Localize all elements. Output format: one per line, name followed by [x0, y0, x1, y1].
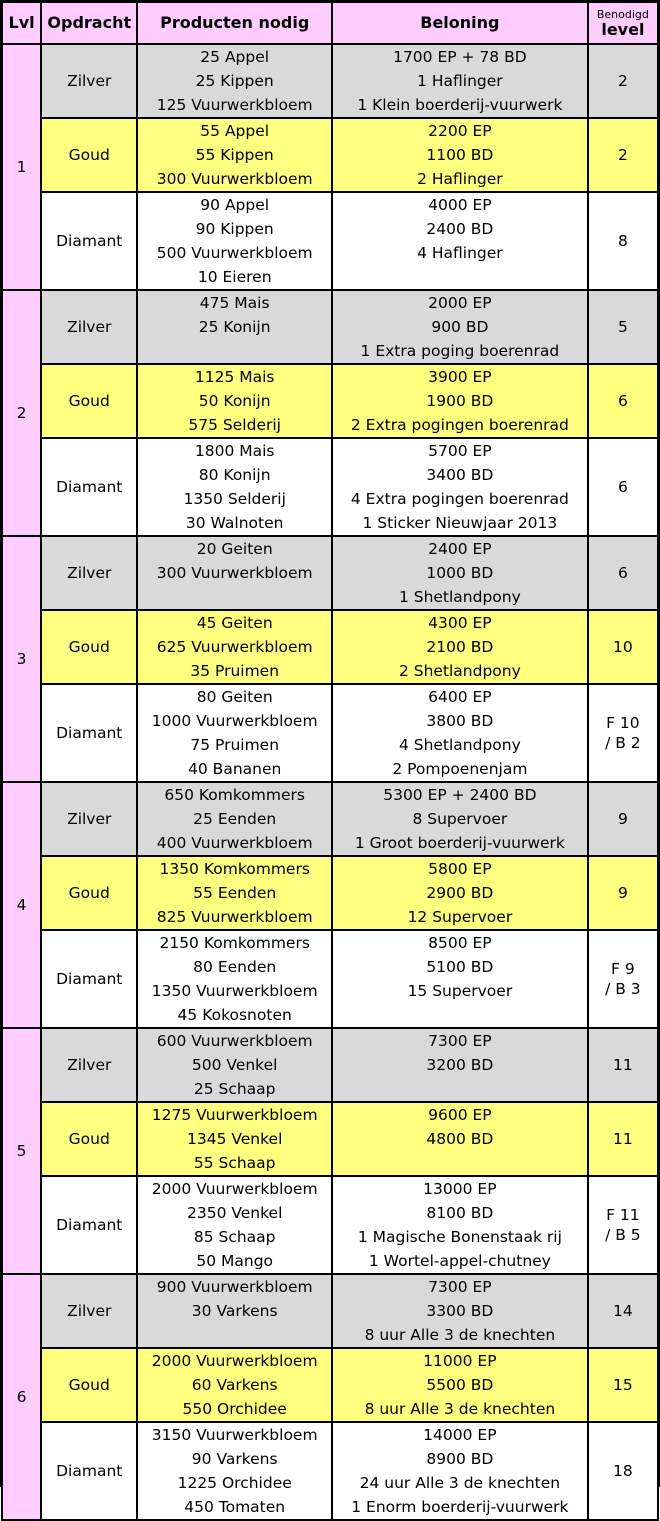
product-line: 90 Appel [200, 196, 270, 214]
reward-line: 8 Supervoer [412, 810, 508, 828]
rewards-cell [333, 1275, 587, 1347]
reward-line: 2 Haflinger [417, 170, 503, 188]
product-line: 80 Geiten [196, 688, 273, 706]
table-row [3, 1349, 657, 1421]
reward-line [333, 1003, 587, 1027]
required-level-cell [589, 1177, 657, 1273]
products-cell [138, 1275, 331, 1347]
product-line: 400 Vuurwerkbloem [156, 834, 313, 852]
opdracht-cell: Zilver [42, 537, 136, 609]
reward-line: 13000 EP [423, 1180, 497, 1198]
products-cell [138, 783, 331, 855]
product-line: 85 Schaap [193, 1228, 276, 1246]
rewards-cell [333, 439, 587, 535]
required-level-line: 11 [613, 1130, 633, 1148]
product-line: 3150 Vuurwerkbloem [151, 1426, 318, 1444]
reward-line: 5700 EP [428, 442, 492, 460]
reward-line: 4 Extra pogingen boerenrad [350, 490, 569, 508]
product-line: 25 Eenden [193, 810, 277, 828]
required-level-cell [589, 1423, 657, 1519]
required-level-cell [589, 1029, 657, 1101]
opdracht-cell: Diamant [42, 439, 136, 535]
required-level-line: 8 [617, 232, 628, 250]
product-line: 1000 Vuurwerkbloem [151, 712, 318, 730]
table-row [3, 537, 657, 609]
reward-line: 24 uur Alle 3 de knechten [359, 1474, 561, 1492]
reward-line: 1 Groot boerderij-vuurwerk [354, 834, 565, 852]
rewards-cell [333, 537, 587, 609]
product-line: 625 Vuurwerkbloem [156, 638, 313, 656]
product-line: 300 Vuurwerkbloem [156, 170, 313, 188]
reward-line: 4 Haflinger [417, 244, 503, 262]
level-cell: 5 [3, 1029, 40, 1273]
product-line: 2150 Komkommers [159, 934, 310, 952]
level-cell: 6 [3, 1275, 40, 1519]
opdracht-cell: Goud [42, 365, 136, 437]
product-line: 30 Varkens [191, 1302, 278, 1320]
product-line: 500 Venkel [191, 1056, 278, 1074]
reward-line: 5500 BD [426, 1376, 494, 1394]
required-level-line: / B 5 [605, 1226, 641, 1244]
reward-line: 2 Extra pogingen boerenrad [350, 416, 569, 434]
level-cell: 2 [3, 291, 40, 535]
table-row [3, 1177, 657, 1273]
product-line: 125 Vuurwerkbloem [156, 96, 313, 114]
required-level-line: 6 [617, 392, 628, 410]
product-line: 475 Mais [199, 294, 270, 312]
product-line: 20 Geiten [196, 540, 273, 558]
required-level-cell [589, 193, 657, 289]
reward-line: 1900 BD [426, 392, 494, 410]
product-line: 60 Varkens [191, 1376, 278, 1394]
opdracht-cell: Zilver [42, 45, 136, 117]
product-line: 1275 Vuurwerkbloem [151, 1106, 318, 1124]
product-line: 300 Vuurwerkbloem [156, 564, 313, 582]
product-line: 50 Mango [196, 1252, 274, 1270]
reward-line: 2900 BD [426, 884, 494, 902]
reward-line [333, 1151, 587, 1175]
product-line: 55 Kippen [195, 146, 274, 164]
reward-line: 1 Extra poging boerenrad [360, 342, 560, 360]
reward-line: 7300 EP [428, 1032, 492, 1050]
table-body [3, 45, 657, 1519]
header-beloning: Beloning [333, 3, 587, 43]
table-row [3, 119, 657, 191]
table-row [3, 45, 657, 117]
table-row [3, 685, 657, 781]
reward-line: 8 uur Alle 3 de knechten [364, 1326, 556, 1344]
table-row [3, 1029, 657, 1101]
table-row [3, 1423, 657, 1519]
required-level-line: 6 [617, 478, 628, 496]
table-row [3, 857, 657, 929]
product-line: 25 Schaap [193, 1080, 276, 1098]
rewards-cell [333, 931, 587, 1027]
reward-line: 8500 EP [428, 934, 492, 952]
products-cell [138, 1029, 331, 1101]
product-line: 1350 Komkommers [159, 860, 310, 878]
reward-line: 2400 BD [426, 220, 494, 238]
rewards-cell [333, 193, 587, 289]
product-line: 75 Pruimen [190, 736, 280, 754]
product-line: 25 Konijn [198, 318, 271, 336]
header-row [3, 3, 657, 43]
products-cell [138, 1423, 331, 1519]
reward-line: 8100 BD [426, 1204, 494, 1222]
reward-line: 4300 EP [428, 614, 492, 632]
reward-line: 3800 BD [426, 712, 494, 730]
table-row [3, 193, 657, 289]
product-line: 550 Orchidee [182, 1400, 287, 1418]
product-line: 25 Appel [200, 48, 270, 66]
product-line: 90 Kippen [195, 220, 274, 238]
required-level-line: 2 [617, 146, 628, 164]
required-level-cell [589, 1349, 657, 1421]
header-opdracht: Opdracht [42, 3, 136, 43]
required-level-cell [589, 857, 657, 929]
level-cell: 1 [3, 45, 40, 289]
reward-line: 3200 BD [426, 1056, 494, 1074]
reward-line: 2400 EP [428, 540, 492, 558]
reward-line: 1 Enorm boerderij-vuurwerk [351, 1498, 569, 1516]
table-row [3, 1275, 657, 1347]
rewards-cell [333, 685, 587, 781]
reward-line: 11000 EP [423, 1352, 497, 1370]
reward-line: 1 Klein boerderij-vuurwerk [357, 96, 563, 114]
rewards-cell [333, 857, 587, 929]
product-line: 80 Eenden [193, 958, 277, 976]
products-cell [138, 611, 331, 683]
rewards-cell [333, 291, 587, 363]
header-level: level [601, 20, 645, 39]
reward-line: 8900 BD [426, 1450, 494, 1468]
product-line: 1800 Mais [194, 442, 275, 460]
required-level-line: / B 2 [605, 734, 641, 752]
products-cell [138, 931, 331, 1027]
reward-line: 3400 BD [426, 466, 494, 484]
table-row [3, 439, 657, 535]
product-line: 10 Eieren [197, 268, 272, 286]
product-line: 1125 Mais [194, 368, 275, 386]
products-cell [138, 365, 331, 437]
opdracht-cell: Zilver [42, 783, 136, 855]
product-line: 2350 Venkel [186, 1204, 283, 1222]
level-cell: 4 [3, 783, 40, 1027]
required-level-cell [589, 439, 657, 535]
header-lvl: Lvl [3, 3, 40, 43]
reward-line [333, 1077, 587, 1101]
rewards-cell [333, 783, 587, 855]
reward-line: 4000 EP [428, 196, 492, 214]
product-line: 1350 Vuurwerkbloem [151, 982, 318, 1000]
reward-line: 1000 BD [426, 564, 494, 582]
reward-line: 5300 EP + 2400 BD [383, 786, 537, 804]
product-line: 90 Varkens [191, 1450, 278, 1468]
product-line: 2000 Vuurwerkbloem [151, 1180, 318, 1198]
opdracht-cell: Zilver [42, 291, 136, 363]
reward-line: 5100 BD [426, 958, 494, 976]
header-benodigd: Benodigd [596, 8, 649, 21]
reward-line: 1 Sticker Nieuwjaar 2013 [362, 514, 558, 532]
products-cell [138, 439, 331, 535]
rewards-cell [333, 119, 587, 191]
required-level-line: 10 [613, 638, 633, 656]
rewards-cell [333, 611, 587, 683]
products-cell [138, 1103, 331, 1175]
product-line: 900 Vuurwerkbloem [156, 1278, 313, 1296]
quest-table [1, 1, 659, 1521]
reward-line: 1 Haflinger [417, 72, 503, 90]
reward-line: 12 Supervoer [407, 908, 513, 926]
reward-line: 1 Wortel-appel-chutney [368, 1252, 551, 1270]
products-cell [138, 685, 331, 781]
product-line: 25 Kippen [195, 72, 274, 90]
reward-line: 2 Pompoenenjam [392, 760, 528, 778]
reward-line: 1100 BD [426, 146, 494, 164]
product-line: 450 Tomaten [184, 1498, 286, 1516]
opdracht-cell: Diamant [42, 931, 136, 1027]
required-level-cell [589, 1103, 657, 1175]
products-cell [138, 119, 331, 191]
required-level-line: 14 [613, 1302, 633, 1320]
product-line: 40 Bananen [188, 760, 282, 778]
opdracht-cell: Goud [42, 1103, 136, 1175]
level-cell: 3 [3, 537, 40, 781]
reward-line: 900 BD [431, 318, 489, 336]
opdracht-cell: Goud [42, 611, 136, 683]
reward-line: 2100 BD [426, 638, 494, 656]
product-line: 45 Kokosnoten [177, 1006, 292, 1024]
required-level-line: 2 [617, 72, 628, 90]
header-producten: Producten nodig [138, 3, 331, 43]
required-level-line: 9 [617, 810, 628, 828]
products-cell [138, 1349, 331, 1421]
required-level-line: 15 [613, 1376, 633, 1394]
reward-line: 6400 EP [428, 688, 492, 706]
table-row [3, 291, 657, 363]
table-row [3, 931, 657, 1027]
required-level-cell [589, 783, 657, 855]
table-row [3, 611, 657, 683]
products-cell [138, 291, 331, 363]
products-cell [138, 193, 331, 289]
product-line: 1225 Orchidee [177, 1474, 292, 1492]
required-level-line: 9 [617, 884, 628, 902]
product-line: 80 Konijn [198, 466, 271, 484]
reward-line: 1700 EP + 78 BD [393, 48, 527, 66]
products-cell [138, 1177, 331, 1273]
product-line: 35 Pruimen [190, 662, 280, 680]
rewards-cell [333, 1029, 587, 1101]
reward-line: 3300 BD [426, 1302, 494, 1320]
product-line: 650 Komkommers [164, 786, 305, 804]
reward-line: 4800 BD [426, 1130, 494, 1148]
required-level-cell [589, 1275, 657, 1347]
product-line: 575 Selderij [188, 416, 281, 434]
products-cell [138, 45, 331, 117]
opdracht-cell: Diamant [42, 1423, 136, 1519]
required-level-cell [589, 685, 657, 781]
opdracht-cell: Goud [42, 857, 136, 929]
reward-line: 1 Shetlandpony [398, 588, 521, 606]
products-cell [138, 537, 331, 609]
opdracht-cell: Diamant [42, 193, 136, 289]
product-line: 55 Eenden [193, 884, 277, 902]
required-level-line: 18 [613, 1462, 633, 1480]
rewards-cell [333, 45, 587, 117]
required-level-cell [589, 291, 657, 363]
opdracht-cell: Goud [42, 119, 136, 191]
rewards-cell [333, 1349, 587, 1421]
opdracht-cell: Diamant [42, 1177, 136, 1273]
required-level-cell [589, 611, 657, 683]
reward-line: 15 Supervoer [407, 982, 513, 1000]
reward-line: 14000 EP [423, 1426, 497, 1444]
product-line: 55 Schaap [193, 1154, 276, 1172]
product-line: 50 Konijn [198, 392, 271, 410]
product-line: 1350 Selderij [183, 490, 286, 508]
required-level-cell [589, 931, 657, 1027]
reward-line: 3900 EP [428, 368, 492, 386]
product-line: 500 Vuurwerkbloem [156, 244, 313, 262]
required-level-line: 5 [617, 318, 628, 336]
product-line [138, 1323, 331, 1347]
rewards-cell [333, 365, 587, 437]
product-line: 30 Walnoten [185, 514, 284, 532]
product-line [138, 339, 331, 363]
reward-line: 2 Shetlandpony [398, 662, 521, 680]
required-level-line: F 11 [606, 1206, 640, 1224]
reward-line: 8 uur Alle 3 de knechten [364, 1400, 556, 1418]
required-level-line: / B 3 [605, 980, 641, 998]
product-line: 55 Appel [200, 122, 270, 140]
opdracht-cell: Goud [42, 1349, 136, 1421]
product-line [138, 585, 331, 609]
required-level-line: 11 [613, 1056, 633, 1074]
reward-line: 7300 EP [428, 1278, 492, 1296]
required-level-cell [589, 365, 657, 437]
table-row [3, 783, 657, 855]
table-row [3, 1103, 657, 1175]
required-level-line: 6 [617, 564, 628, 582]
required-level-line: F 9 [611, 960, 635, 978]
rewards-cell [333, 1423, 587, 1519]
opdracht-cell: Zilver [42, 1029, 136, 1101]
required-level-cell [589, 45, 657, 117]
reward-line: 5800 EP [428, 860, 492, 878]
reward-line [333, 265, 587, 289]
product-line: 1345 Venkel [186, 1130, 283, 1148]
opdracht-cell: Zilver [42, 1275, 136, 1347]
table-row [3, 365, 657, 437]
reward-line: 4 Shetlandpony [398, 736, 521, 754]
reward-line: 2200 EP [428, 122, 492, 140]
product-line: 825 Vuurwerkbloem [156, 908, 313, 926]
reward-line: 2000 EP [428, 294, 492, 312]
product-line: 600 Vuurwerkbloem [156, 1032, 313, 1050]
products-cell [138, 857, 331, 929]
reward-line: 9600 EP [428, 1106, 492, 1124]
required-level-cell [589, 119, 657, 191]
product-line: 45 Geiten [196, 614, 273, 632]
rewards-cell [333, 1103, 587, 1175]
required-level-line: F 10 [606, 714, 640, 732]
reward-line: 1 Magische Bonenstaak rij [357, 1228, 562, 1246]
product-line: 2000 Vuurwerkbloem [151, 1352, 318, 1370]
rewards-cell [333, 1177, 587, 1273]
header-benodigd-level [589, 3, 657, 43]
required-level-cell [589, 537, 657, 609]
opdracht-cell: Diamant [42, 685, 136, 781]
